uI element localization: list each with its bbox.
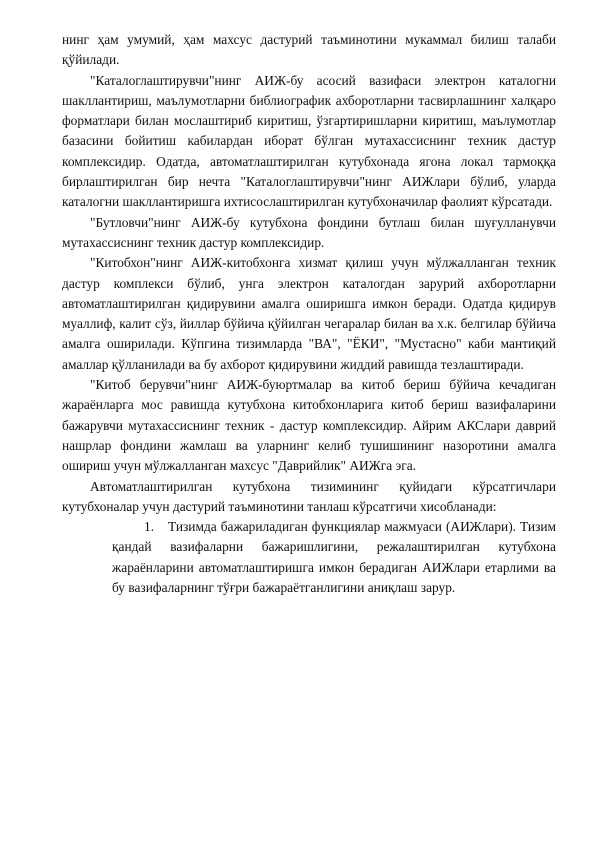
document-page [62, 30, 556, 598]
paragraph-acquisitions: "Бутловчи"нинг АИЖ-бу кутубхона фондини бутлаш билан шуғулланувчи мутахассиснинг техник дастур комплексидир. [62, 214, 556, 250]
list-item-number: 1. [144, 519, 155, 535]
paragraph-continuation: нинг ҳам умумий, ҳам махсус дастурий таъминотини мукаммал билиш талаби қўйилади. [62, 32, 556, 68]
paragraph-lending: "Китоб берувчи"нинг АИЖ-буюртмалар ва китоб бериш бўйича кечадиган жараёнларга мос равишда кутубхона китобхонларига китоб бериш вазифаларини бажарувчи мутахассиснинг техник - дастур комплексидир. Айрим АКСлари даврий нашрлар фондини жамлаш ва уларнинг келиб тушишининг назоротини амалга ошириш учун мўлжалланган махсус "Даврийлик" АИЖга эга. [62, 377, 556, 474]
criteria-list [62, 517, 556, 598]
paragraph-criteria-intro: Автоматлаштирилган кутубхона тизимининг қуйидаги кўрсатгичлари кутубхоналар учун дастурий таъминотини танлаш кўрсатгичи хисобланади: [62, 478, 556, 514]
paragraph-reader: "Китобхон"нинг АИЖ-китобхонга хизмат қилиш учун мўлжалланган техник дастур комплекси бўлиб, унга электрон каталогдан зарурий ахборотларни автоматлаштирилган қидирувини амалга оширишга имкон беради. Одатда қидирув муаллиф, калит сўз, йиллар бўйича қўйилган чегаралар билан ва х.к. белгилар бўйича амалга оширилади. Кўпгина тизимларда "ВА", "ЁКИ", "Мустасно" каби мантиқий амаллар қўлланилади ва бу ахборот қидирувини жиддий равишда тезлаштиради. [62, 255, 556, 372]
list-item [112, 517, 556, 598]
paragraph-cataloguer: "Каталоглаштирувчи"нинг АИЖ-бу асосий вазифаси электрон каталогни шакллантириш, маълумотларни библиографик ахборотларни тасвирлашнинг халқаро форматлари билан мослаштириб киритиш, ўзгартиришларни киритиш, маълумотлар базасини бойитиш кабилардан иборат бўлган мутахассиснинг техник дастур комплексидир. Одатда, автоматлаштирилган кутубхонада ягона локал тармоққа бирлаштирилган бир нечта "Каталоглаштирувчи"нинг АИЖлари бўлиб, уларда каталогни шакллантиришга ихтисослаштирилган кутубхоначилар фаолият кўрсатади. [62, 72, 556, 210]
list-item-text: Тизимда бажариладиган функциялар мажмуаси (АИЖлари). Тизим қандай вазифаларни бажаришлигини, режалаштирилган кутубхона жараёнларини автоматлаштиришга имкон берадиган АИЖлари етарлими ва бу вазифаларнинг тўғри бажараётганлигини аниқлаш зарур. [112, 519, 556, 596]
